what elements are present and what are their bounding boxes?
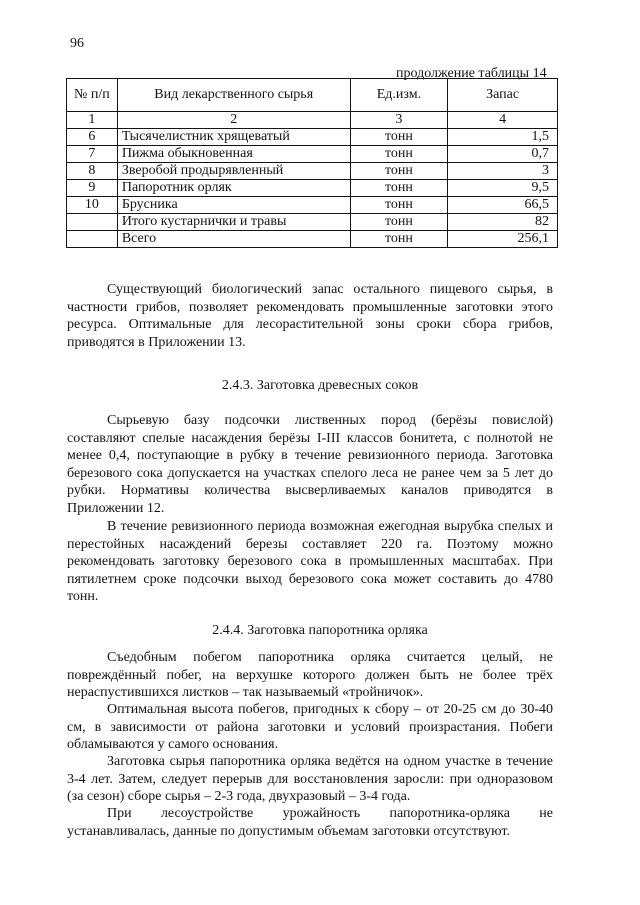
paragraph-fern-yield: При лесоустройстве урожайность папоротника-орляка не устанавливалась, данные по допустимым объемам заготовки отсутствуют. [67, 806, 553, 839]
row-unit: тонн [350, 180, 448, 197]
page-number: 96 [70, 36, 84, 51]
row-stock-value: 3 [448, 163, 558, 180]
row-stock-value: 0,7 [448, 146, 558, 163]
paragraph-birch-sap-base: Сырьевую базу подсочки лиственных пород (берёзы повислой) составляют спелые насаждения берёзы I-III классов бонитета, с полнотой не менее 0,4, поступающие в рубку в течение ревизионного периода. Заготовка березового сока допускается на участках спелого леса не ранее чем за 5 лет до рубки. Нормативы количества высверливаемых каналов приводятся в Приложении 12. [67, 413, 553, 516]
header-number: № п/п [67, 79, 118, 112]
row-resource-name: Папоротник орляк [117, 180, 350, 197]
row-stock-value: 66,5 [448, 197, 558, 214]
row-stock-value: 82 [448, 214, 558, 231]
table-caption: продолжение таблицы 14 [396, 66, 547, 81]
column-number: 2 [117, 112, 350, 129]
row-resource-name: Тысячелистник хрящеватый [117, 129, 350, 146]
row-unit: тонн [350, 129, 448, 146]
row-number [67, 231, 118, 248]
table-row [67, 146, 558, 163]
table-row [67, 163, 558, 180]
row-number: 6 [67, 129, 118, 146]
table-row [67, 231, 558, 248]
row-resource-name: Пижма обыкновенная [117, 146, 350, 163]
row-number [67, 214, 118, 231]
row-unit: тонн [350, 231, 448, 248]
column-number: 4 [448, 112, 558, 129]
column-number: 1 [67, 112, 118, 129]
row-resource-name: Всего [117, 231, 350, 248]
row-number: 8 [67, 163, 118, 180]
row-number: 9 [67, 180, 118, 197]
row-stock-value: 1,5 [448, 129, 558, 146]
section-heading-2-4-3: 2.4.3. Заготовка древесных соков [221, 378, 419, 393]
row-number: 7 [67, 146, 118, 163]
paragraph-fern-shoot: Съедобным побегом папоротника орляка считается целый, не повреждённый побег, на верхушке которого должен быть не более трёх нераспустившихся листков – так называемый «тройничок». [67, 650, 553, 700]
header-resource-type: Вид лекарственного сырья [117, 79, 350, 112]
row-unit: тонн [350, 197, 448, 214]
row-number: 10 [67, 197, 118, 214]
row-resource-name: Зверобой продырявленный [117, 163, 350, 180]
row-resource-name: Брусника [117, 197, 350, 214]
paragraph-birch-sap-volume: В течение ревизионного периода возможная ежегодная вырубка спелых и перестойных насаждений березы составляет 220 га. Поэтому можно рекомендовать заготовку березового сока в промышленных масштабах. При пятилетнем сроке подсочки выход березового сока может составить до 4780 тонн. [67, 519, 553, 604]
section-heading-2-4-4: 2.4.4. Заготовка папоротника орляка [212, 623, 428, 638]
paragraph-mushrooms: Существующий биологический запас остального пищевого сырья, в частности грибов, позволяет рекомендовать промышленные заготовки этого ресурса. Оптимальные для лесорастительной зоны сроки сбора грибов, приводятся в Приложении 13. [67, 282, 553, 350]
header-unit: Ед.изм. [350, 79, 448, 112]
row-stock-value: 256,1 [448, 231, 558, 248]
column-number-row [67, 112, 558, 129]
table-row [67, 180, 558, 197]
table-row [67, 197, 558, 214]
row-resource-name: Итого кустарнички и травы [117, 214, 350, 231]
table-header-row [67, 79, 558, 112]
paragraph-fern-height: Оптимальная высота побегов, пригодных к сбору – от 20-25 см до 30-40 см, в зависимости от района заготовки и условий произрастания. Побеги обламываются у самого основания. [67, 702, 553, 752]
row-stock-value: 9,5 [448, 180, 558, 197]
resource-table [66, 78, 558, 248]
table-row [67, 129, 558, 146]
row-unit: тонн [350, 163, 448, 180]
row-unit: тонн [350, 214, 448, 231]
paragraph-fern-harvest: Заготовка сырья папоротника орляка ведётся на одном участке в течение 3-4 лет. Затем, следует перерыв для восстановления заросли: при одноразовом (за сезон) сборе сырья – 2-3 года, двухразовый – 3-4 года. [67, 754, 553, 804]
header-stock: Запас [448, 79, 558, 112]
table-row [67, 214, 558, 231]
row-unit: тонн [350, 146, 448, 163]
column-number: 3 [350, 112, 448, 129]
